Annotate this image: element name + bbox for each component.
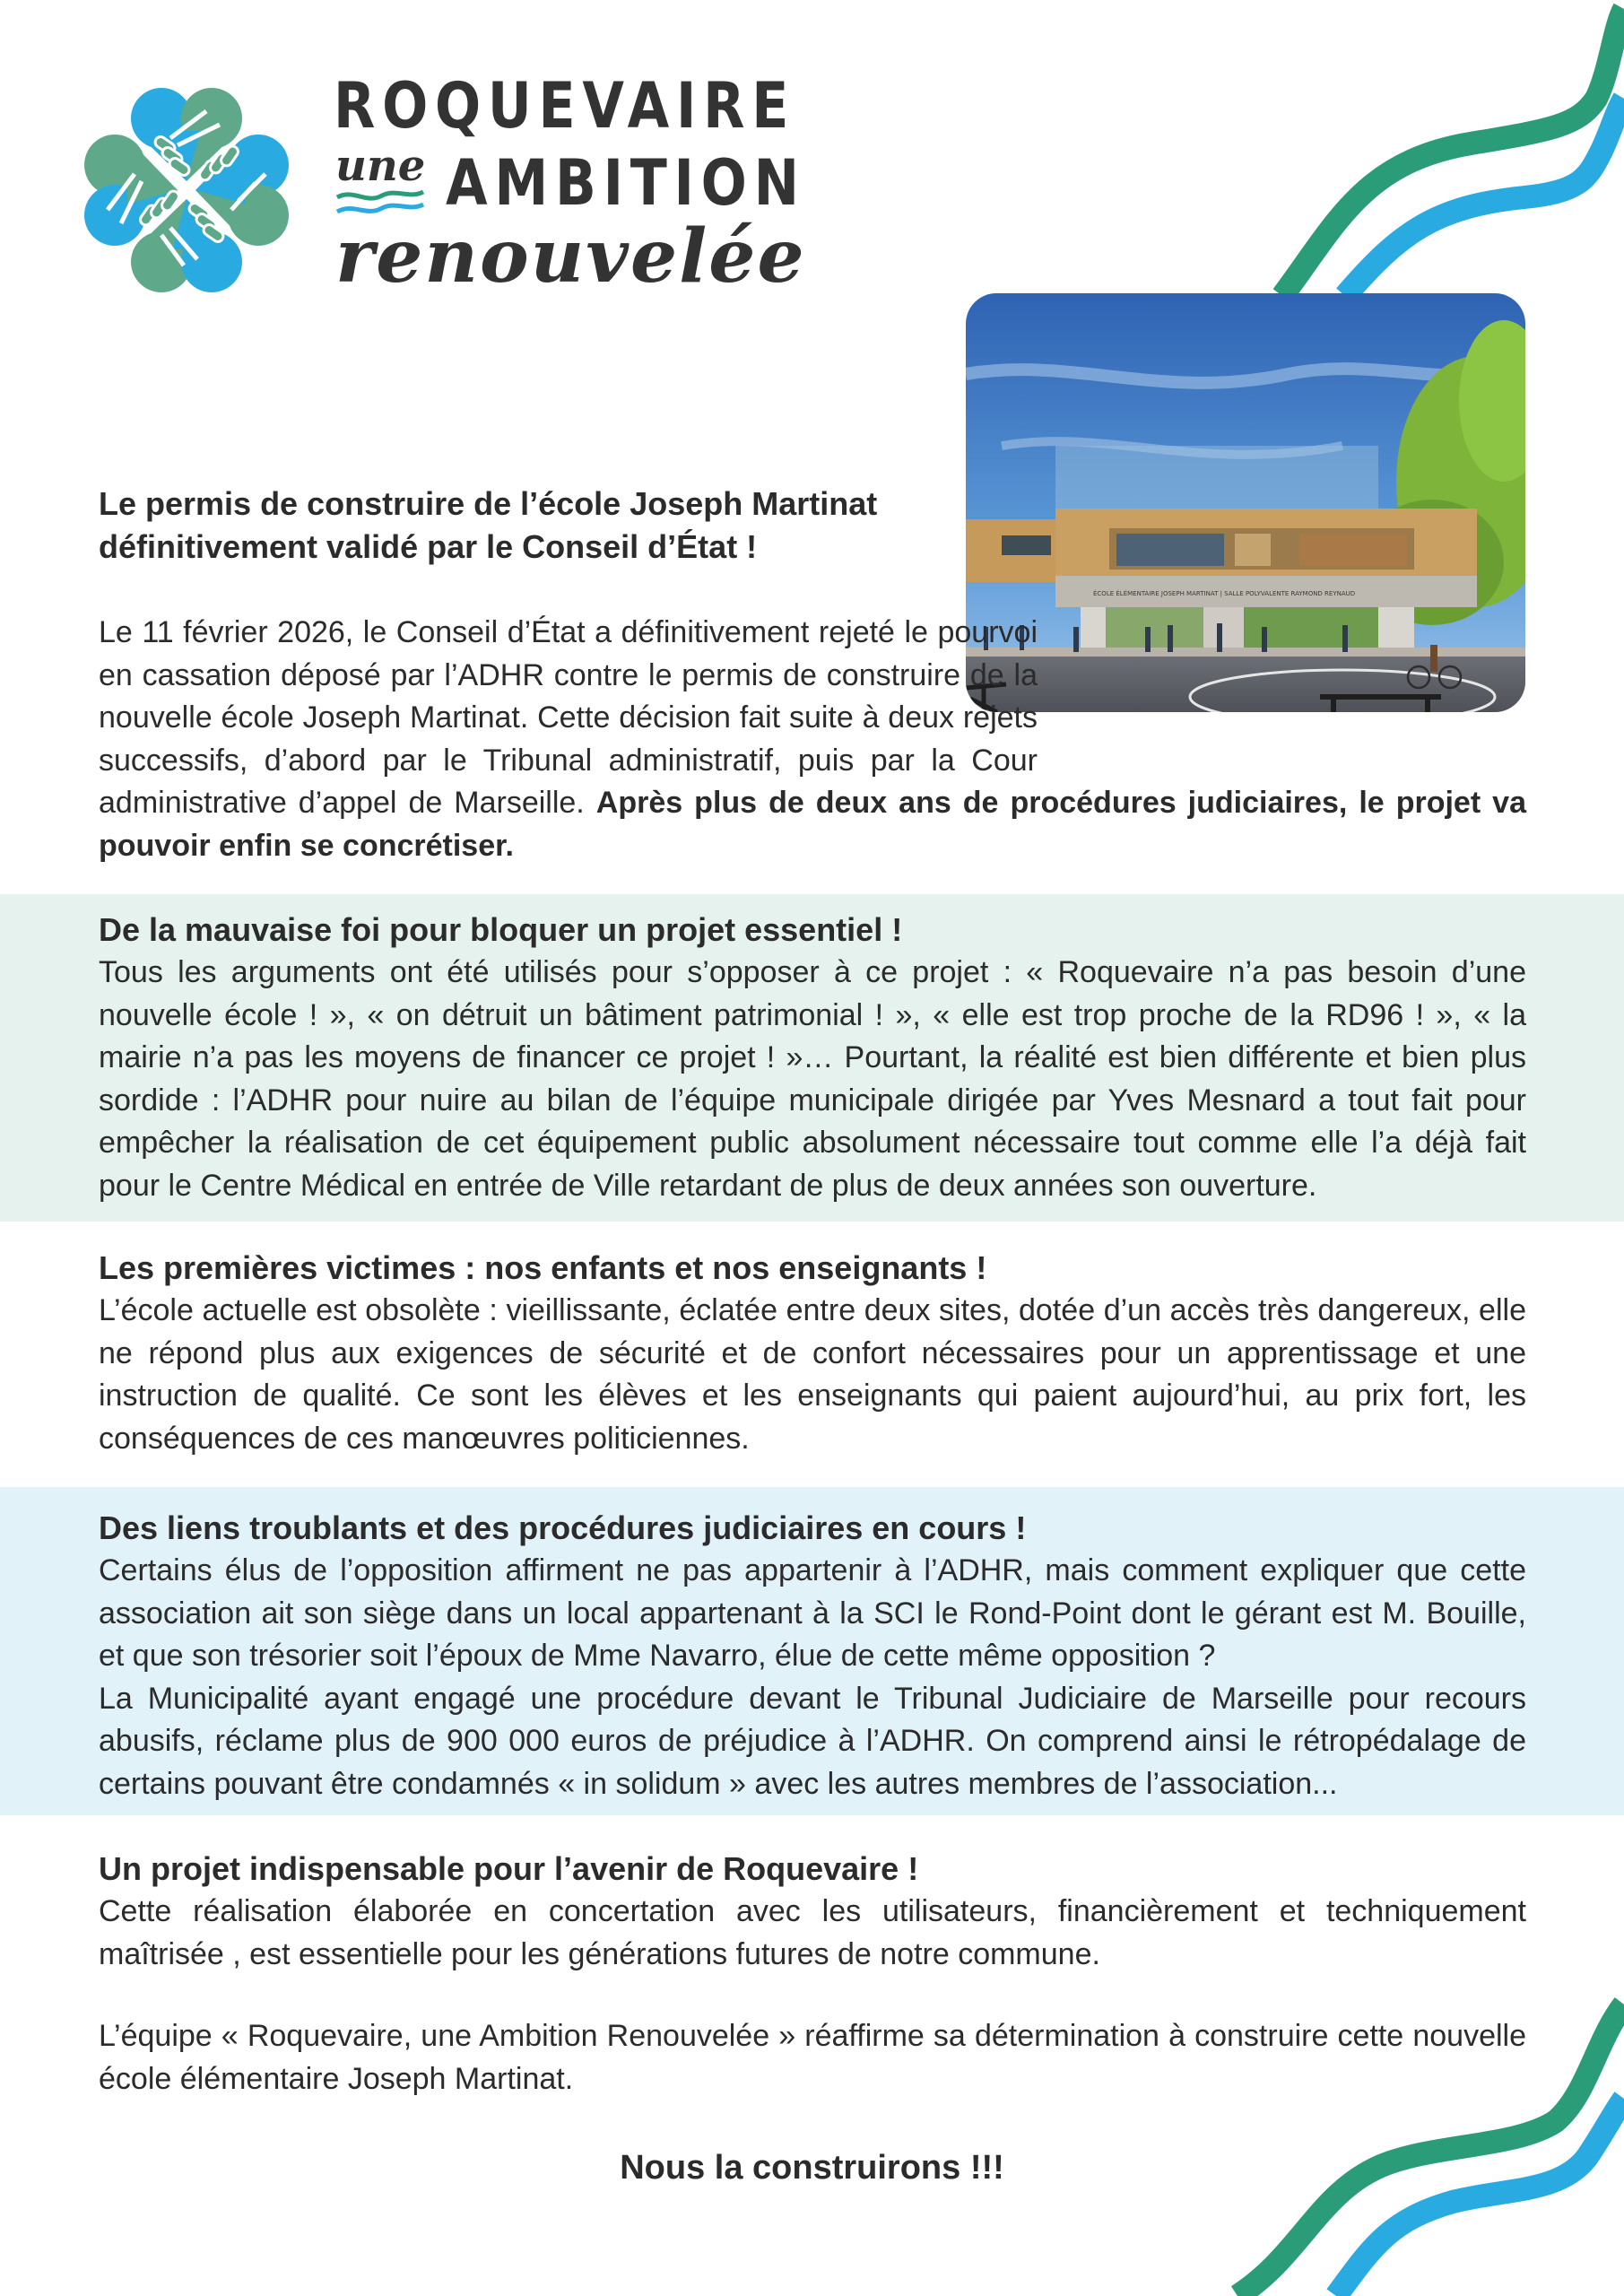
brand-title-renouvelee: renouvelée (335, 213, 806, 300)
closing-slogan: Nous la construirons !!! (620, 2149, 1004, 2187)
decorative-waves-top (1229, 0, 1624, 296)
brand-title-roquevaire: ROQUEVAIRE (334, 69, 796, 143)
headline-line-1: Le permis de construire de l’école Joseph Martinat (99, 485, 878, 522)
section-essential-project (99, 1848, 1526, 1976)
section-title: Des liens troublants et des procédures judiciaires en cours ! (99, 1509, 1027, 1546)
section-body-2: La Municipalité ayant engagé une procédure devant le Tribunal Judiciaire de Marseille pour recours abusifs, réclame plus de 900 000 euros de préjudice à l’ADHR. On comprend ainsi le rétropédalage de certains pouvant être condamnés « in solidum » avec les autres membres de l’association... (99, 1681, 1526, 1801)
photo-spacer (1038, 612, 1526, 744)
headline-permit-validated (99, 483, 951, 569)
brand-title-ambition: AMBITION (446, 146, 806, 220)
section-title: De la mauvaise foi pour bloquer un projet essentiel ! (99, 911, 903, 948)
section-body-1: Certains élus de l’opposition affirment ne pas appartenir à l’ADHR, mais comment expliquer que cette association ait son siège dans un local appartenant à la SCI le Rond-Point dont le gérant est M. Bouille, et que son trésorier soit l’époux de Mme Navarro, élue de cette même opposition ? (99, 1553, 1526, 1673)
decorative-waves-bottom (1220, 1987, 1624, 2296)
facade-sign: ÉCOLE ÉLÉMENTAIRE JOSEPH MARTINAT | SALLE POLYVALENTE RAYMOND REYNAUD (1093, 590, 1356, 597)
section-body: Tous les arguments ont été utilisés pour s’opposer à ce projet : « Roquevaire n’a pas besoin d’une nouvelle école ! », « on détruit un bâtiment patrimonial ! », « elle est trop proche de la RD96 ! », « la mairie n’a pas les moyens de financer ce projet ! »… Pourtant, la réalité est bien différente et bien plus sordide : l’ADHR pour nuire au bilan de l’équipe municipale dirigée par Yves Mesnard a tout fait pour empêcher la réalisation de cet équipement public absolument nécessaire tout comme elle l’a déjà fait pour le Centre Médical en entrée de Ville retardant de plus de deux années son ouverture. (99, 955, 1526, 1203)
section-body: L’école actuelle est obsolète : vieillissante, éclatée entre deux sites, dotée d’un accès très dangereux, elle ne répond plus aux exigences de sécurité et de confort nécessaires pour un apprentissage et une instruction de qualité. Ce sont les élèves et les enseignants qui paient aujourd’hui, au prix fort, les conséquences de ces manœuvres politiciennes. (99, 1293, 1526, 1456)
section-bad-faith (99, 909, 1526, 1207)
intro-emphasis: Après plus de deux ans de procédures judiciaires, le projet va pouvoir enfin se concrétiser. (99, 786, 1526, 863)
section-troubling-links (99, 1507, 1526, 1805)
headline-line-2: définitivement validé par le Conseil d’État ! (99, 528, 758, 565)
intro-paragraph (99, 612, 1526, 867)
section-body: Cette réalisation élaborée en concertation avec les utilisateurs, financièrement et techniquement maîtrisée , est essentielle pour les générations futures de notre commune. (99, 1894, 1526, 1971)
intro-text: Le 11 février 2026, le Conseil d’État a définitivement rejeté le pourvoi en cassation déposé par l’ADHR contre le permis de construire de la nouvelle école Joseph Martinat. Cette décision fait suite à deux rejets successifs, d’abord par le Tribunal administratif, puis par la Cour administrative d’appel de Marseille. (99, 615, 1038, 820)
handshake-clover-logo-icon (72, 75, 301, 305)
team-statement: L’équipe « Roquevaire, une Ambition Renouvelée » réaffirme sa détermination à construire cette nouvelle école élémentaire Joseph Martinat. (99, 2019, 1526, 2096)
section-first-victims (99, 1247, 1526, 1460)
brand-une: une (335, 141, 426, 191)
section-title: Un projet indispensable pour l’avenir de Roquevaire ! (99, 1850, 919, 1887)
section-title: Les premières victimes : nos enfants et nos enseignants ! (99, 1249, 987, 1286)
